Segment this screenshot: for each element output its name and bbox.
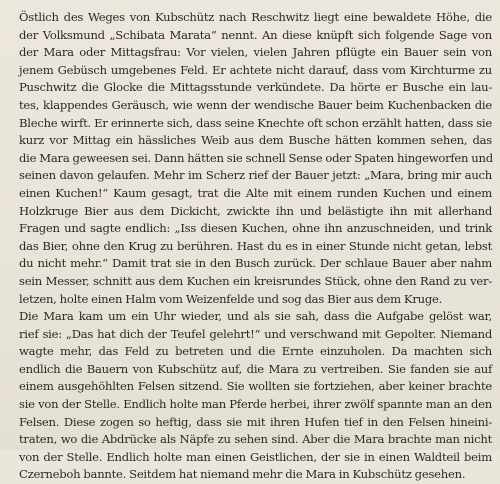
text-line: sein Messer, schnitt aus dem Kuchen ein kreisrundes Stück, ohne den Rand zu ver- — [19, 273, 492, 288]
text-line: Östlich des Weges von Kubschütz nach Reschwitz liegt eine bewaldete Höhe, die — [19, 10, 492, 24]
text-line: das Bier, ohne den Krug zu berühren. Hast du es in einer Stunde nicht getan, lebst — [19, 238, 492, 253]
text-line: seinen davon gelaufen. Mehr im Scherz rief der Bauer jetzt: „Mara, bring mir auch — [19, 168, 492, 183]
text-line: der Mara oder Mittagsfrau: Vor vielen, vielen Jahren pflügte ein Bauer sein von — [19, 45, 492, 60]
paragraph-2 — [19, 308, 492, 484]
text-line: endlich die Bauern von Kubschütz auf, die Mara zu vertreiben. Sie fanden sie auf — [19, 361, 492, 376]
story-text — [19, 9, 492, 484]
text-line: Die Mara kam um ein Uhr wieder, und als sie sah, dass die Aufgabe gelöst war, — [19, 309, 492, 324]
text-line: letzen, holte einen Halm vom Weizenfelde und sog das Bier aus dem Kruge. — [19, 291, 443, 306]
text-line: rief sie: „Das hat dich der Teufel gelehrt!“ und verschwand mit Gepolter. Niemand — [19, 326, 492, 341]
text-line: Puschwitz die Glocke die Mittagsstunde verkündete. Da hörte er Busche ein lau- — [19, 80, 492, 95]
text-line: jenem Gebüsch umgebenes Feld. Er achtete nicht darauf, dass vom Kirchturme zu — [19, 62, 492, 77]
paragraph-1 — [19, 9, 492, 308]
text-line: du nicht mehr.“ Damit trat sie in den Busch zurück. Der schlaue Bauer aber nahm — [19, 256, 492, 271]
text-line: die Mara geweesen sei. Dann hätten sie schnell Sense oder Spaten hingeworfen und — [19, 150, 493, 165]
text-line: einen Kuchen!“ Kaum gesagt, trat die Alte mit einem runden Kuchen und einem — [19, 185, 492, 200]
text-line: Felsen. Diese zogen so heftig, dass sie mit ihren Hufen tief in den Felsen hineini- — [19, 414, 492, 429]
text-line: Holzkruge Bier aus dem Dickicht, zwickte ihn und belästigte ihn mit allerhand — [19, 203, 492, 218]
text-line: einem ausgehöhlten Felsen sitzend. Sie wollten sie fortziehen, aber keiner brachte — [19, 379, 492, 394]
text-line: Fragen und sagte endlich: „Iss diesen Kuchen, ohne ihn anzuschneiden, und trink — [19, 221, 492, 236]
text-line: von der Stelle. Endlich holte man einen Geistlichen, der sie in einen Waldteil beim — [19, 449, 492, 464]
text-line: Bleche wirft. Er erinnerte sich, dass seine Knechte oft schon erzählt hatten, dass sie — [19, 115, 492, 130]
text-line: der Volksmund „Schibata Marata“ nennt. An diese knüpft sich folgende Sage von — [19, 27, 492, 42]
text-line: wagte mehr, das Feld zu betreten und die Ernte einzuholen. Da machten sich — [19, 344, 492, 359]
text-line: traten, wo die Abdrücke als Näpfe zu sehen sind. Aber die Mara brachte man nicht — [19, 432, 492, 447]
text-line: sie von der Stelle. Endlich holte man Pferde herbei, ihrer zwölf spannte man an den — [19, 397, 492, 412]
text-line: tes, klappendes Geräusch, wie wenn der wendische Bauer beim Kuchenbacken die — [19, 97, 492, 112]
text-line: Czerneboh bannte. Seitdem hat niemand mehr die Mara in Kubschütz gesehen. — [19, 467, 466, 482]
text-line: kurz vor Mittag ein hässliches Weib aus dem Busche hätten kommen sehen, das — [19, 133, 492, 148]
